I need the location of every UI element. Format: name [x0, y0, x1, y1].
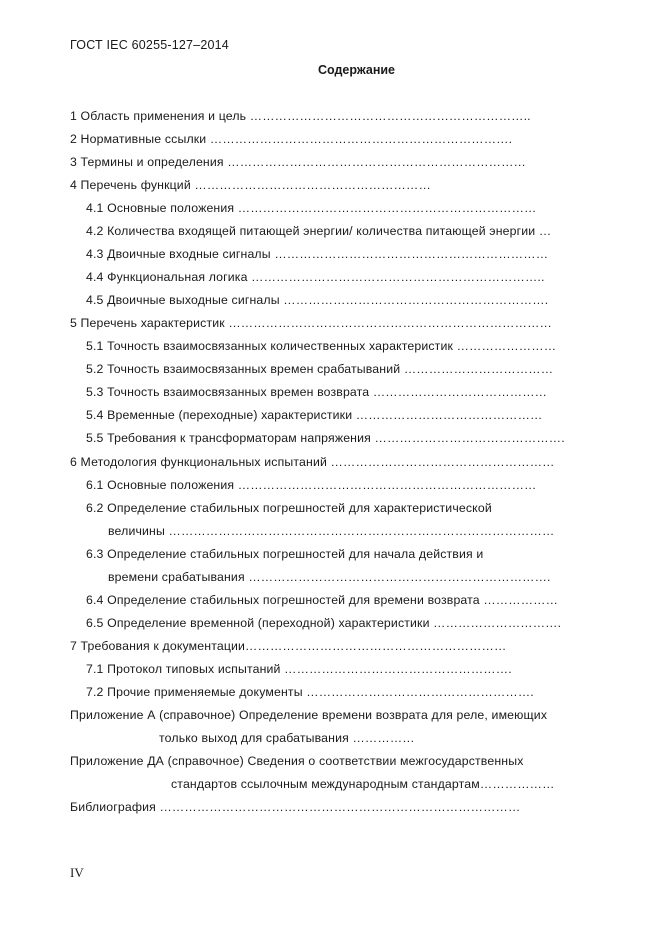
toc-entry-5-1: 5.1 Точность взаимосвязанных количественных характеристик …………………… — [86, 339, 557, 353]
toc-entry-5-5: 5.5 Требования к трансформаторам напряжения ………………………………………. — [86, 431, 565, 445]
toc-entry-5-4: 5.4 Временные (переходные) характеристики ……………………………………… — [86, 408, 543, 422]
toc-title: Содержание — [318, 63, 396, 77]
toc-entry-5: 5 Перечень характеристик …………………………………………………………………… — [70, 316, 552, 330]
toc-entry-6-4: 6.4 Определение стабильных погрешностей для времени возврата ……………… — [86, 593, 559, 607]
toc-entry-4-2: 4.2 Количества входящей питающей энергии/ количества питающей энергии … — [86, 224, 552, 238]
toc-entry-6-2-cont: величины ………………………………………………………………………………… — [108, 524, 555, 538]
toc-entry-7-1: 7.1 Протокол типовых испытаний ………………………………………………. — [86, 662, 512, 676]
toc-entry-4: 4 Перечень функций ………………………………………………… — [70, 178, 431, 192]
toc-entry-3: 3 Термины и определения ……………………………………………………………… — [70, 155, 526, 169]
toc-entry-7-2: 7.2 Прочие применяемые документы ………………………………………………. — [86, 685, 534, 699]
toc-entry-5-3: 5.3 Точность взаимосвязанных времен возврата …………………………………… — [86, 385, 548, 399]
toc-entry-6-2: 6.2 Определение стабильных погрешностей для характеристической — [86, 501, 492, 515]
toc-entry-6-3: 6.3 Определение стабильных погрешностей для начала действия и — [86, 547, 484, 561]
toc-entry-4-5: 4.5 Двоичные выходные сигналы ………………………………………………………. — [86, 293, 549, 307]
toc-entry-7: 7 Требования к документации……………………………………………………… — [70, 639, 507, 653]
toc-entry-appendix-da-cont: стандартов ссылочным международным стандартам……………… — [171, 777, 555, 791]
toc-entry-6-3-cont: времени срабатывания ………………………………………………………………. — [108, 570, 551, 584]
page-number: IV — [70, 865, 84, 880]
toc-entry-appendix-da: Приложение ДА (справочное) Сведения о соответствии межгосударственных — [70, 754, 524, 768]
toc-entry-appendix-a-cont: только выход для срабатывания …………… — [159, 731, 415, 745]
toc-entry-appendix-a: Приложение А (справочное) Определение времени возврата для реле, имеющих — [70, 708, 548, 722]
toc-entry-bibliography: Библиография …………………………………………………………………………… — [70, 800, 521, 814]
toc-entry-6-5: 6.5 Определение временной (переходной) характеристики …………………………. — [86, 616, 562, 630]
toc-entry-1: 1 Область применения и цель ………………………………………………………….. — [70, 109, 531, 123]
toc-entry-6: 6 Методология функциональных испытаний ……………………………………………… — [70, 455, 555, 469]
toc-entry-5-2: 5.2 Точность взаимосвязанных времен срабатываний ……………………………… — [86, 362, 554, 376]
toc-entry-4-4: 4.4 Функциональная логика …………………………………………………………….. — [86, 270, 545, 284]
document-header: ГОСТ IEC 60255-127–2014 — [70, 38, 229, 52]
toc-entry-2: 2 Нормативные ссылки ………………………………………………………………. — [70, 132, 513, 146]
toc-entry-6-1: 6.1 Основные положения ……………………………………………………………… — [86, 478, 537, 492]
toc-entry-4-3: 4.3 Двоичные входные сигналы ………………………………………………………… — [86, 247, 549, 261]
toc-entry-4-1: 4.1 Основные положения ……………………………………………………………… — [86, 201, 537, 215]
